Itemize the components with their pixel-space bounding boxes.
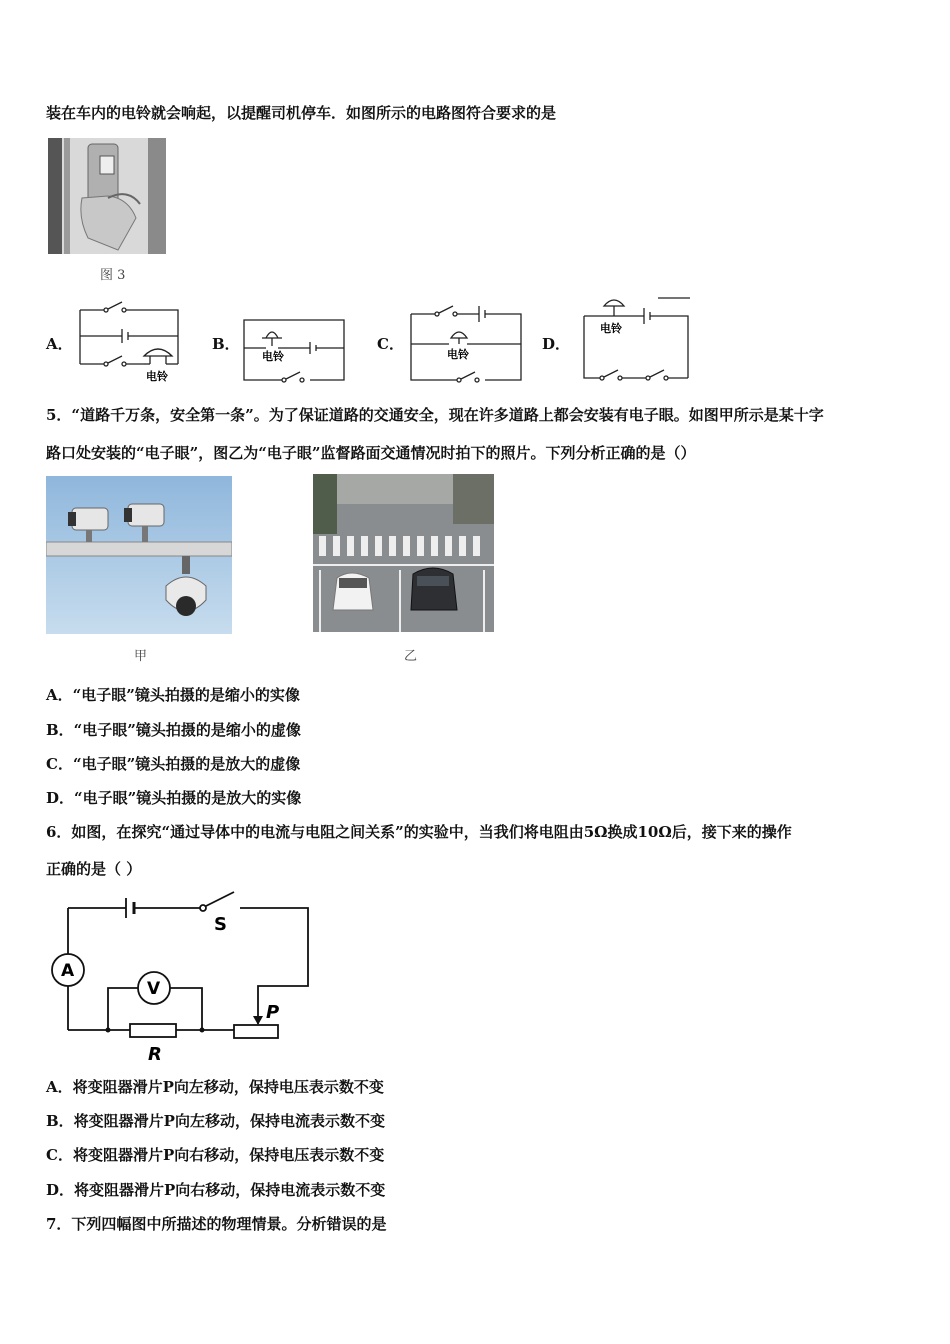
figure-caption: 图 3 [100, 268, 126, 283]
slider-label: P [266, 1002, 280, 1023]
q4-option-b-circuit[interactable] [238, 312, 350, 388]
q6-circuit-diagram [44, 888, 324, 1072]
q5-option-d[interactable]: D．“电子眼”镜头拍摄的是放大的实像 [46, 789, 302, 807]
switch-label: S [214, 914, 227, 935]
q5-stem-line2: 路口处安装的“电子眼”，图乙为“电子眼”监督路面交通情况时拍下的照片。下列分析正确的是（） [46, 444, 696, 462]
q5-option-c[interactable]: C．“电子眼”镜头拍摄的是放大的虚像 [46, 755, 301, 773]
resistor-label: R [148, 1044, 162, 1065]
ammeter-label: A [61, 961, 75, 981]
q4-option-a-letter[interactable]: A． [46, 335, 73, 353]
q4-stem-tail: 装在车内的电铃就会响起，以提醒司机停车．如图所示的电路图符合要求的是 [46, 104, 557, 122]
q4-option-a-bell-label: 电铃 [146, 370, 168, 383]
q6-option-c[interactable]: C．将变阻器滑片P向右移动，保持电压表示数不变 [46, 1146, 385, 1164]
door-handle-photo [48, 138, 166, 254]
q4-option-c-bell-label: 电铃 [447, 348, 469, 361]
q6-option-b[interactable]: B．将变阻器滑片P向左移动，保持电流表示数不变 [46, 1112, 385, 1130]
q4-option-d-circuit[interactable] [578, 292, 694, 388]
q4-option-b-bell-label: 电铃 [262, 350, 284, 363]
q6-option-d[interactable]: D．将变阻器滑片P向右移动，保持电流表示数不变 [46, 1181, 386, 1199]
road-photo [313, 474, 494, 632]
q6-stem-line2: 正确的是（ ） [46, 860, 142, 878]
q4-option-c-letter[interactable]: C． [377, 335, 404, 353]
q4-option-d-bell-label: 电铃 [600, 322, 622, 335]
q4-option-c-circuit[interactable] [405, 300, 527, 390]
q7-stem: 7．下列四幅图中所描述的物理情景。分析错误的是 [46, 1215, 387, 1233]
q4-option-d-letter[interactable]: D． [542, 335, 571, 353]
q4-option-b-letter[interactable]: B． [212, 335, 240, 353]
voltmeter-label: V [147, 979, 161, 999]
caption-jia: 甲 [134, 649, 148, 664]
camera-photo [46, 476, 232, 634]
caption-yi: 乙 [404, 649, 418, 664]
q6-stem-line1: 6．如图，在探究“通过导体中的电流与电阻之间关系”的实验中，当我们将电阻由5Ω换成10Ω后，接下来的操作 [46, 823, 792, 841]
q6-option-a[interactable]: A．将变阻器滑片P向左移动，保持电压表示数不变 [46, 1078, 384, 1096]
q5-stem-line1: 5．“道路千万条，安全第一条”。为了保证道路的交通安全，现在许多道路上都会安装有电子眼。如图甲所示是某十字 [46, 406, 824, 424]
q5-option-a[interactable]: A．“电子眼”镜头拍摄的是缩小的实像 [46, 686, 300, 704]
q4-option-a-circuit[interactable] [74, 296, 184, 390]
q5-option-b[interactable]: B．“电子眼”镜头拍摄的是缩小的虚像 [46, 721, 301, 739]
